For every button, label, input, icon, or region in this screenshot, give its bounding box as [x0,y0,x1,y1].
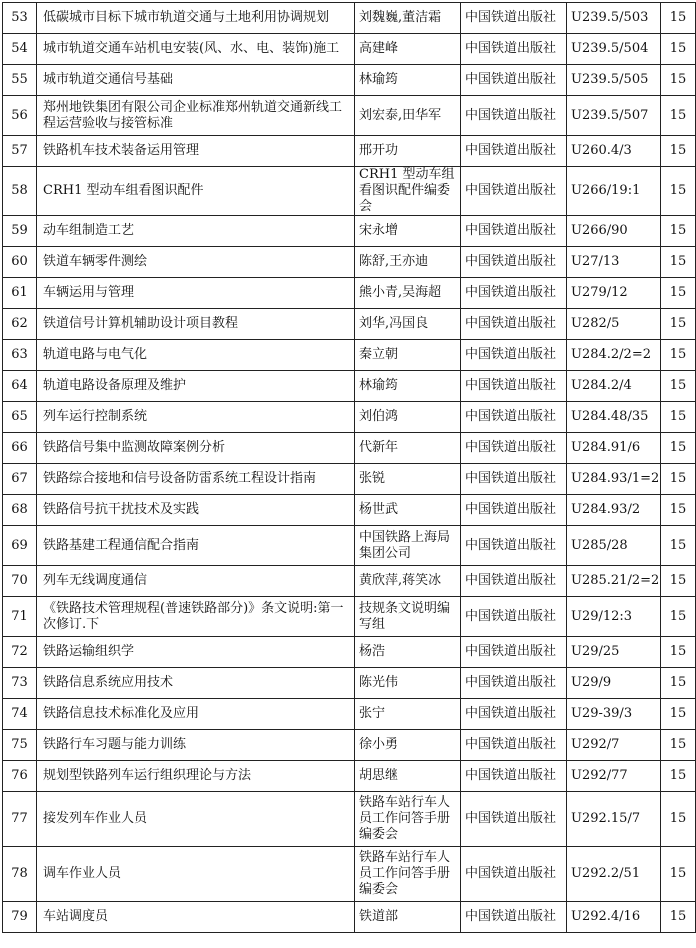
book-author: 刘宏泰,田华军 [355,96,461,136]
book-title: 车站调度员 [37,902,355,933]
copy-count: 15 [661,247,696,278]
row-number: 68 [3,495,37,526]
table-row [3,216,696,247]
table-row [3,34,696,65]
call-number: U279/12 [567,278,661,309]
book-publisher: 中国铁道出版社 [461,495,567,526]
book-list-table [2,2,696,933]
copy-count: 15 [661,847,696,902]
book-author: 陈舒,王亦迪 [355,247,461,278]
call-number: U239.5/503 [567,3,661,34]
table-body [3,3,696,933]
row-number: 58 [3,167,37,216]
book-publisher: 中国铁道出版社 [461,668,567,699]
copy-count: 15 [661,668,696,699]
copy-count: 15 [661,3,696,34]
book-title: 铁道车辆零件测绘 [37,247,355,278]
book-title: 铁路行车习题与能力训练 [37,730,355,761]
book-title: 郑州地铁集团有限公司企业标准郑州轨道交通新线工程运营验收与接管标准 [37,96,355,136]
book-author: 张锐 [355,464,461,495]
book-publisher: 中国铁道出版社 [461,402,567,433]
book-author: 中国铁路上海局集团公司 [355,526,461,566]
call-number: U292/7 [567,730,661,761]
table-row [3,65,696,96]
copy-count: 15 [661,136,696,167]
book-title: 轨道电路设备原理及维护 [37,371,355,402]
book-publisher: 中国铁道出版社 [461,433,567,464]
copy-count: 15 [661,761,696,792]
call-number: U285.21/2=2 [567,566,661,597]
table-row [3,902,696,933]
book-title: 铁路机车技术装备运用管理 [37,136,355,167]
call-number: U29-39/3 [567,699,661,730]
book-publisher: 中国铁道出版社 [461,65,567,96]
book-title: 车辆运用与管理 [37,278,355,309]
book-publisher: 中国铁道出版社 [461,247,567,278]
copy-count: 15 [661,96,696,136]
book-title: 低碳城市目标下城市轨道交通与土地利用协调规划 [37,3,355,34]
book-publisher: 中国铁道出版社 [461,792,567,847]
book-author: 宋永增 [355,216,461,247]
row-number: 76 [3,761,37,792]
call-number: U239.5/505 [567,65,661,96]
table-row [3,3,696,34]
copy-count: 15 [661,792,696,847]
table-row [3,668,696,699]
book-author: 刘伯鸿 [355,402,461,433]
table-row [3,526,696,566]
call-number: U27/13 [567,247,661,278]
book-title: 铁路信号抗干扰技术及实践 [37,495,355,526]
call-number: U284.93/2 [567,495,661,526]
book-author: 秦立朝 [355,340,461,371]
book-author: 杨浩 [355,637,461,668]
call-number: U285/28 [567,526,661,566]
copy-count: 15 [661,597,696,637]
book-title: 动车组制造工艺 [37,216,355,247]
book-publisher: 中国铁道出版社 [461,464,567,495]
book-author: 刘魏巍,董洁霜 [355,3,461,34]
table-row [3,730,696,761]
table-row [3,566,696,597]
book-publisher: 中国铁道出版社 [461,566,567,597]
table-row [3,761,696,792]
table-row [3,637,696,668]
copy-count: 15 [661,340,696,371]
row-number: 70 [3,566,37,597]
book-title: 列车运行控制系统 [37,402,355,433]
book-title: CRH1 型动车组看图识配件 [37,167,355,216]
row-number: 62 [3,309,37,340]
book-title: 规划型铁路列车运行组织理论与方法 [37,761,355,792]
book-author: CRH1 型动车组看图识配件编委会 [355,167,461,216]
book-author: 铁道部 [355,902,461,933]
book-title: 铁路运输组织学 [37,637,355,668]
row-number: 61 [3,278,37,309]
table-row [3,247,696,278]
book-publisher: 中国铁道出版社 [461,96,567,136]
call-number: U292/77 [567,761,661,792]
table-row [3,167,696,216]
book-publisher: 中国铁道出版社 [461,278,567,309]
call-number: U29/12:3 [567,597,661,637]
table-row [3,340,696,371]
book-author: 黄欣萍,蒋笑冰 [355,566,461,597]
call-number: U266/90 [567,216,661,247]
copy-count: 15 [661,309,696,340]
book-title: 铁道信号计算机辅助设计项目教程 [37,309,355,340]
book-publisher: 中国铁道出版社 [461,3,567,34]
call-number: U260.4/3 [567,136,661,167]
book-publisher: 中国铁道出版社 [461,761,567,792]
copy-count: 15 [661,402,696,433]
book-author: 徐小勇 [355,730,461,761]
book-author: 铁路车站行车人员工作问答手册编委会 [355,792,461,847]
copy-count: 15 [661,433,696,464]
table-row [3,464,696,495]
copy-count: 15 [661,699,696,730]
copy-count: 15 [661,495,696,526]
copy-count: 15 [661,526,696,566]
table-row [3,96,696,136]
copy-count: 15 [661,278,696,309]
row-number: 66 [3,433,37,464]
book-title: 铁路综合接地和信号设备防雷系统工程设计指南 [37,464,355,495]
row-number: 73 [3,668,37,699]
book-author: 胡思继 [355,761,461,792]
row-number: 78 [3,847,37,902]
table-row [3,597,696,637]
row-number: 64 [3,371,37,402]
row-number: 56 [3,96,37,136]
call-number: U292.2/51 [567,847,661,902]
row-number: 63 [3,340,37,371]
book-author: 陈光伟 [355,668,461,699]
table-row [3,278,696,309]
table-row [3,371,696,402]
book-title: 《铁路技术管理规程(普速铁路部分)》条文说明:第一次修订.下 [37,597,355,637]
book-author: 高建峰 [355,34,461,65]
book-publisher: 中国铁道出版社 [461,309,567,340]
book-publisher: 中国铁道出版社 [461,371,567,402]
book-title: 城市轨道交通信号基础 [37,65,355,96]
call-number: U284.93/1=2 [567,464,661,495]
copy-count: 15 [661,464,696,495]
book-publisher: 中国铁道出版社 [461,340,567,371]
table-row [3,847,696,902]
book-title: 轨道电路与电气化 [37,340,355,371]
row-number: 67 [3,464,37,495]
table-row [3,136,696,167]
book-author: 刘华,冯国良 [355,309,461,340]
row-number: 54 [3,34,37,65]
book-title: 接发列车作业人员 [37,792,355,847]
call-number: U284.2/4 [567,371,661,402]
row-number: 60 [3,247,37,278]
book-author: 林瑜筠 [355,371,461,402]
copy-count: 15 [661,34,696,65]
book-publisher: 中国铁道出版社 [461,216,567,247]
table-row [3,433,696,464]
row-number: 72 [3,637,37,668]
book-author: 杨世武 [355,495,461,526]
row-number: 59 [3,216,37,247]
book-publisher: 中国铁道出版社 [461,847,567,902]
row-number: 65 [3,402,37,433]
book-publisher: 中国铁道出版社 [461,597,567,637]
row-number: 53 [3,3,37,34]
call-number: U284.48/35 [567,402,661,433]
book-author: 邢开功 [355,136,461,167]
table-row [3,792,696,847]
table-row [3,402,696,433]
book-title: 城市轨道交通车站机电安装(风、水、电、装饰)施工 [37,34,355,65]
copy-count: 15 [661,65,696,96]
book-publisher: 中国铁道出版社 [461,699,567,730]
book-author: 铁路车站行车人员工作问答手册编委会 [355,847,461,902]
call-number: U239.5/504 [567,34,661,65]
call-number: U266/19:1 [567,167,661,216]
book-publisher: 中国铁道出版社 [461,136,567,167]
book-publisher: 中国铁道出版社 [461,730,567,761]
book-title: 铁路信息系统应用技术 [37,668,355,699]
call-number: U292.4/16 [567,902,661,933]
book-title: 铁路信号集中监测故障案例分析 [37,433,355,464]
table-row [3,495,696,526]
call-number: U29/25 [567,637,661,668]
row-number: 79 [3,902,37,933]
book-author: 林瑜筠 [355,65,461,96]
copy-count: 15 [661,216,696,247]
call-number: U292.15/7 [567,792,661,847]
book-title: 列车无线调度通信 [37,566,355,597]
call-number: U284.91/6 [567,433,661,464]
row-number: 77 [3,792,37,847]
book-publisher: 中国铁道出版社 [461,34,567,65]
call-number: U29/9 [567,668,661,699]
call-number: U282/5 [567,309,661,340]
table-row [3,699,696,730]
book-title: 铁路基建工程通信配合指南 [37,526,355,566]
book-author: 张宁 [355,699,461,730]
book-publisher: 中国铁道出版社 [461,167,567,216]
row-number: 69 [3,526,37,566]
book-author: 熊小青,吴海超 [355,278,461,309]
row-number: 57 [3,136,37,167]
copy-count: 15 [661,371,696,402]
book-author: 技规条文说明编写组 [355,597,461,637]
call-number: U284.2/2=2 [567,340,661,371]
table-row [3,309,696,340]
copy-count: 15 [661,566,696,597]
copy-count: 15 [661,730,696,761]
row-number: 75 [3,730,37,761]
call-number: U239.5/507 [567,96,661,136]
copy-count: 15 [661,637,696,668]
book-title: 调车作业人员 [37,847,355,902]
row-number: 55 [3,65,37,96]
book-author: 代新年 [355,433,461,464]
book-title: 铁路信息技术标准化及应用 [37,699,355,730]
book-publisher: 中国铁道出版社 [461,902,567,933]
copy-count: 15 [661,167,696,216]
book-publisher: 中国铁道出版社 [461,526,567,566]
copy-count: 15 [661,902,696,933]
row-number: 74 [3,699,37,730]
row-number: 71 [3,597,37,637]
book-publisher: 中国铁道出版社 [461,637,567,668]
